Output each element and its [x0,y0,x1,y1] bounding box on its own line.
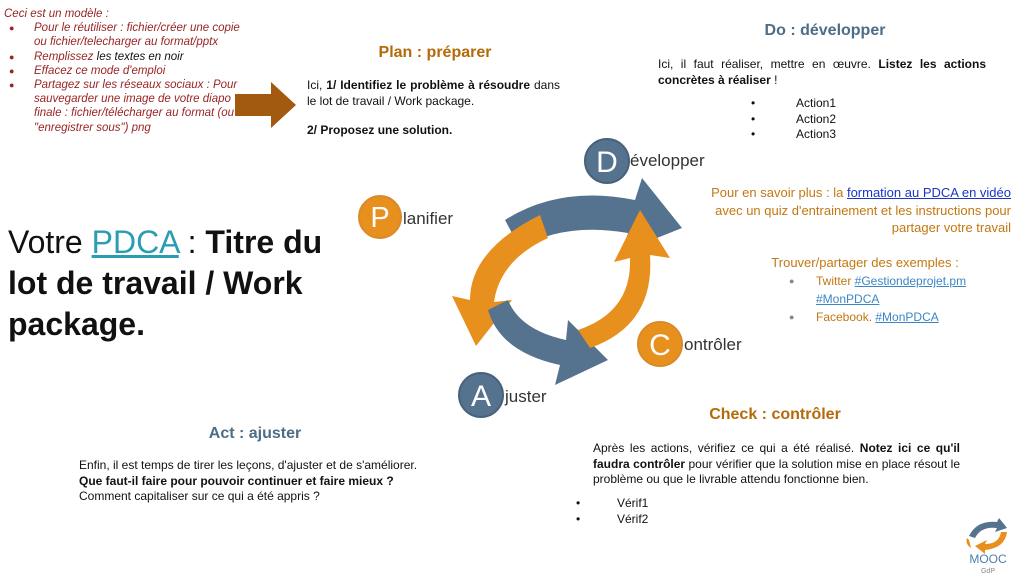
pdca-training-link[interactable]: formation au PDCA en vidéo [846,185,1011,200]
logo-name: MOOC [969,552,1007,566]
share-twitter: ● Twitter #Gestiondeprojet.pm #MonPDCA [789,272,966,308]
share-facebook: ● Facebook. #MonPDCA [789,308,966,326]
instructions-list [4,21,244,135]
list-item: • Action3 [771,127,836,143]
check-title: Check : contrôler [709,406,841,423]
plan-text: Ici, 1/ Identifiez le problème à résoudre dans le lot de travail / Work package. 2/ Proposez une solution. [307,78,560,137]
developper-node [585,139,705,183]
share-title: Trouver/partager des exemples : [771,255,959,270]
controler-letter: C [649,329,671,362]
act-title: Act : ajuster [208,425,302,442]
do-title: Do : développer [764,22,886,39]
instruction-item-fill: ● Remplissez les textes en noir [34,50,244,64]
planifier-letter: P [370,202,390,234]
logo-cycle-icon [967,518,1008,554]
instruction-item: ● Partagez sur les réseaux sociaux : Pour sauvegarder une image de votre diapo finale : fichier/télécharger au format (ou "enregistrer sous") png [34,78,244,135]
planifier-label: lanifier [403,209,454,228]
hashtag-link[interactable]: #MonPDCA [875,310,939,324]
ajuster-node [459,373,547,417]
logo-sub: GdP [980,568,996,574]
check-text: Après les actions, vérifiez ce qui a été réalisé. Notez ici ce qu'il faudra contrôler pour vérifier que la solution mise en place résout le problème ou que le livrable attendu fonctionne bien. [593,441,960,486]
instruction-item: ● Effacez ce mode d'emploi [34,64,244,78]
developper-letter: D [596,146,618,179]
check-list [596,495,648,527]
page-title: Votre PDCA : Titre du lot de travail / Work package. [8,224,323,342]
act-text: Enfin, il est temps de tirer les leçons, d'ajuster et de s'améliorer. Que faut-il faire pour pouvoir continuer et faire mieux ? Comment capitaliser sur ce qui a été appris ? [79,458,418,503]
planifier-node [359,196,453,238]
do-action-list [771,96,836,143]
hashtag-link[interactable]: #MonPDCA [816,292,880,306]
plan-title: Plan : préparer [378,44,492,61]
plan-step-2: 2/ Proposez une solution. [307,123,453,137]
list-item: • Action1 [771,96,836,112]
instructions-intro: Ceci est un modèle : [4,8,109,20]
controler-label: ontrôler [684,335,742,354]
ajuster-label: juster [505,387,547,406]
pdca-link[interactable]: PDCA [91,224,179,260]
developper-label: évelopper [630,151,705,170]
hashtag-link[interactable]: #Gestiondeprojet.pm [854,274,967,288]
right-arrow-icon [235,82,297,128]
pdca-cycle-diagram [358,138,778,423]
list-item: • Action2 [771,112,836,128]
instructions-note [4,7,244,135]
controler-node [638,322,742,366]
list-item: • Vérif2 [596,511,648,527]
do-text: Ici, il faut réaliser, mettre en œuvre. Listez les actions concrètes à réaliser ! [658,57,986,87]
list-item: • Vérif1 [596,495,648,511]
share-list [789,272,966,326]
ajuster-letter: A [470,380,492,413]
learn-more-text: Pour en savoir plus : la formation au PDCA en vidéo avec un quiz d'entrainement et les instructions pour partager votre travail [711,185,1011,235]
instruction-item: ● Pour le réutiliser : fichier/créer une copie ou fichier/telecharger au format/pptx [34,21,244,49]
mooc-gdp-logo [955,514,1021,574]
